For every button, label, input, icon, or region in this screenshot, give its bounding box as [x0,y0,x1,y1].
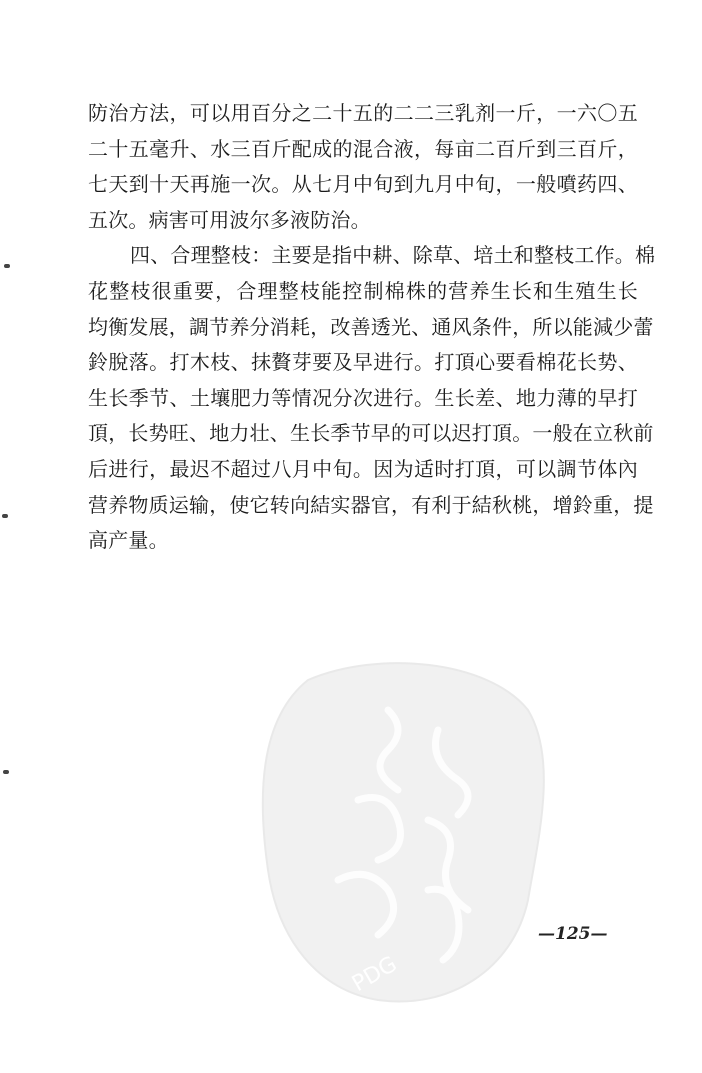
paragraph-pest-control [88,96,638,238]
scan-speck [4,264,10,268]
text-line: 花整枝很重要，合理整枝能控制棉株的营养生长和生殖生长 [88,278,638,303]
text-line: 营养物质运输，使它转向結实器官，有利于結秋桃，增鈴重，提 [88,492,654,517]
page-number: —125— [538,924,608,944]
text-line: 四、合理整枝：主要是指中耕、除草、培土和整枝工作。棉 [130,243,656,268]
watermark-seal [238,640,558,1020]
text-line: 二十五毫升、水三百斤配成的混合液，每亩二百斤到三百斤， [88,136,638,161]
text-line: 五次。病害可用波尔多液防治。 [88,207,371,232]
text-line: 生长季节、土壤肥力等情况分次进行。生长差、地力薄的早打 [88,385,638,410]
watermark-text: PDG [348,951,402,998]
text-line: 頂，长势旺、地力壮、生长季节早的可以迟打頂。一般在立秋前 [88,421,654,446]
text-line: 七天到十天再施一次。从七月中旬到九月中旬，一般噴药四、 [88,172,638,197]
text-line: 防治方法，可以用百分之二十五的二二三乳剂一斤，一六〇五 [88,101,638,125]
text-line: 均衡发展，調节养分消耗，改善透光、通风条件，所以能減少蕾 [88,314,654,339]
text-line: 鈴脫落。打木枝、抹贅芽要及早进行。打頂心要看棉花长势、 [88,350,638,375]
text-line: 高产量。 [88,528,169,553]
scan-speck [2,514,8,518]
text-line: 后进行，最迟不超过八月中旬。因为适时打頂，可以調节体內 [88,456,638,481]
body-text [88,96,656,559]
scan-speck [3,770,9,774]
paragraph-pruning [88,238,656,558]
